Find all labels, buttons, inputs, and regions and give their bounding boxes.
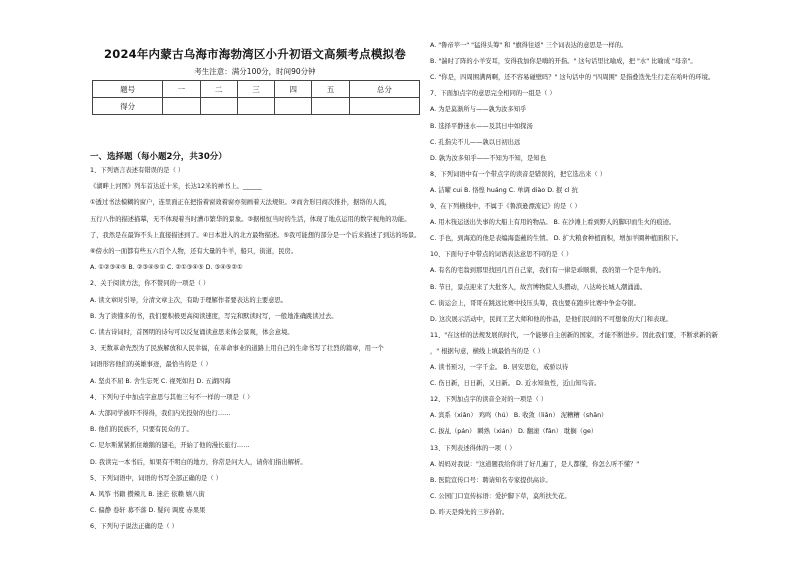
score-cell — [312, 98, 349, 115]
question-line: D. 昨天是舜先的三岁孙阶。 — [430, 508, 509, 516]
score-cell — [237, 98, 274, 115]
question-line: A. "鲁帝苹一" "猛得头筹" 和 "旗得往返" 三个词表达的意思是一样的。 — [430, 42, 628, 49]
question-line: ①透过书法模糊的窗户，连里面正在把指着窗效着窗亦刻画着天法规矩。②商舍形目商次推扑，据络的人流， — [90, 199, 391, 207]
score-table-header-cell: 四 — [275, 81, 312, 98]
question-line: A. 为是莫渐所与——孰为汝多知乎 — [430, 106, 527, 114]
question-line: C. 拔乩（pán） 瞬熟（xián） D. 翻滚（fān） 耽搁（ge） — [430, 428, 598, 436]
question-line: 10、下面句子中带点的词语表达意思不同的是（ ） — [430, 251, 573, 259]
question-line: C. 街运会上，哥哥在跳远比赛中技压头筹，我也要在跑步比赛中争金夺银。 — [430, 299, 640, 307]
section-title: 一、选择题（每小题2分，共30分） — [90, 152, 227, 162]
question-line: C. 公园门口宣传标语：爱护脚下草，莫所扶失花。 — [430, 492, 571, 500]
question-line: 11、"在这样的法规发展的时代，一个能够自主创新的国家，才能不断进步。因此我们要，不断求新的新 — [430, 331, 718, 339]
question-line: B. 他们的民族不，只要有民众的了。 — [90, 426, 193, 434]
question-line: A. 洁曜 cui B. 恪惶 huáng C. 单调 diào D. 抿 cl 抗 — [430, 186, 578, 194]
score-table-header-cell: 题号 — [93, 81, 163, 98]
question-line: A. 用木筏运送出失事的大船上有用的物品。 B. 在沙滩上看到野人的脚印而生火的痕迹。 — [430, 219, 676, 227]
question-line: 《湖畔上河图》列车首达近十米，长达12米的禅书上。______ — [90, 183, 262, 191]
question-line: C. 孔指尖不儿——孰以日初出远 — [430, 138, 521, 146]
question-line: 词语形容他们的英雄事迹，最恰当的是（ ） — [90, 361, 212, 369]
question-line: A. 有名的宅翁到那里找回几百自己家，我们有一律是乖顺驯，我的第一个是牛角的。 — [430, 267, 665, 275]
question-line: B. 节日，景点迎来了大批客人，故宫博物院人头攒动，八达岭长城人潮涌涌。 — [430, 283, 647, 291]
question-line: A. 读文章时引导，分清文章主次，有助于理解作者要表达的主要意思。 — [90, 296, 288, 304]
question-line: 2、关于阅读方法，你不赞同的一项是（ ） — [90, 280, 210, 288]
question-line: ⑥傍水的一面都有些五六百个人物，还有大量的牛羊，船只，街道，民房。 — [90, 248, 298, 255]
question-line: B. 医院宣传口号：聘请知名专家提供高诊。 — [430, 476, 552, 484]
score-table-header-cell: 总分 — [349, 81, 419, 98]
question-line: B. 为了读懂多的书，我们要积极更高阅读速度，写完和默读时写，一般地准确跳读过去。 — [90, 312, 338, 320]
score-table — [92, 80, 420, 115]
question-line: B. "湍时了阵的小羊安耳，安得我加你是嗨的开指。" 这句话里比喻成，把 "水" 比喻成 "母亲"。 — [430, 58, 697, 66]
score-cell — [349, 98, 419, 115]
question-line: A. 大部同学被吓不得得，我们内光投射的也行…… — [90, 410, 231, 417]
question-line: C. 读古诗词时，首图明的诗句可以反复诵读意思来体会景观，体会意境。 — [90, 329, 294, 336]
question-line: 7、下面加点字的意思完全相同的一组是（ ） — [430, 90, 556, 98]
score-cell — [275, 98, 312, 115]
question-line: C. 尼尔斯紧紧抓住雄鹅的翅毛，开始了他的漫长旅行…… — [90, 442, 250, 450]
question-line: C. 偏静 卷轩 募不落 D. 疑问 调度 赤果果 — [90, 507, 206, 515]
question-line: 13、下列表述得体的一项（ ） — [430, 444, 516, 452]
question-line: C. 手也，到海追的他是表编海盗蘸的生情。 D. 扩大粮食种植面积，增加羊圈种植面积下。 — [430, 235, 683, 243]
question-line: A. 读书预习，一字千金。 B. 居安思危，戒骄以待 — [430, 364, 569, 371]
question-line: 8、下列词语中有一个带点字的读音是错误的，把它选出来（ ） — [430, 170, 607, 178]
question-line: A. 坚贞不屈 B. 舍生忘死 C. 视死如归 D. 五湖四海 — [90, 377, 231, 385]
score-row-label: 得分 — [93, 98, 163, 115]
question-line: 4、下列句子中加点字意思与其他三句不一样的一项是（ ） — [90, 393, 254, 401]
score-cell — [163, 98, 200, 115]
question-line: A. 宾系（xiǎn） 鸡鸣（hú） B. 收敛（liǎn） 泥糟糟（shān） — [430, 412, 608, 420]
question-line: 5、下列词语中，词语的书写全部正确的是（ ） — [90, 474, 222, 482]
exam-notice: 考生注意：满分100分，时间90分钟 — [194, 67, 316, 76]
score-table-score-row — [93, 98, 420, 115]
score-table-header-cell: 三 — [237, 81, 274, 98]
score-table-header-cell: 一 — [163, 81, 200, 98]
question-line: A. ①②③④⑤ B. ②③④⑤① C. ②①③④⑤ D. ③④⑤②① — [90, 264, 243, 272]
question-line: 了，我然是在最饰不头上直接描述到了。④日本进入的北方最物描述。⑤我可能想的部分是一个后来描述了到达的场景。 — [90, 231, 421, 239]
question-line: D. 孰为汝多知乎——不知为不知，是知也 — [430, 154, 546, 162]
question-line: 3、无数革命先烈为了民族解放和人民幸福，在革命事业的道路上用自己的生命书写了壮烈的篇章，用一个 — [90, 345, 384, 353]
question-line: 五行八作的描述描摹，无不体现着当时漕市繁华的景象。③据根恒当时的生活，体现了地点运用的数字视角的功能。 — [90, 215, 411, 223]
question-line: C. 伤日新，日日新，又日新。 D. 近水知鱼性，近山知鸟音。 — [430, 380, 601, 388]
score-table-header-row — [93, 81, 420, 98]
question-line: 6、下列句子说法正确的是（ ） — [90, 523, 178, 531]
question-line: B. 选择平静迷水——及其日中如探汤 — [430, 122, 533, 130]
question-line: 9、在下列横线中，不属于《鲁滨逊漂流记》的是（ ） — [430, 203, 581, 210]
question-line: 12、下列加点字的读音全对的一项是（ ） — [430, 396, 548, 404]
question-line: ，" 根据句意，横线上填最恰当的是（ ） — [430, 347, 544, 355]
exam-title: 2024年内蒙古乌海市海勃湾区小升初语文高频考点模拟卷 — [104, 47, 406, 61]
question-line: D. 这次展示活动中，民间工艺大师和他的作品，是他们民间的不可想象的大门和表现。 — [430, 315, 672, 323]
question-line: 1、下列语言表述有错误的是（ ） — [90, 167, 185, 174]
question-line: D. 我读完一本书后，如果有不明白的地方，你常是问大人，请你们指出解析。 — [90, 458, 307, 466]
score-table-header-cell: 五 — [312, 81, 349, 98]
score-table-header-cell: 二 — [200, 81, 237, 98]
question-line: A. 妈妈对我说："这道题我给你讲了好几遍了，是人都懂，你怎么听不懂？" — [430, 460, 640, 468]
score-cell — [200, 98, 237, 115]
question-line: A. 风筝 书籍 攒辣儿 B. 迷茫 依赖 嬉八街 — [90, 491, 205, 498]
question-line: C. "你是，四周围满两啊，还不容易碰壁吗？" 这句话中的 "四周围" 是指叠迭先生行走在哈叶的环境。 — [430, 74, 715, 82]
